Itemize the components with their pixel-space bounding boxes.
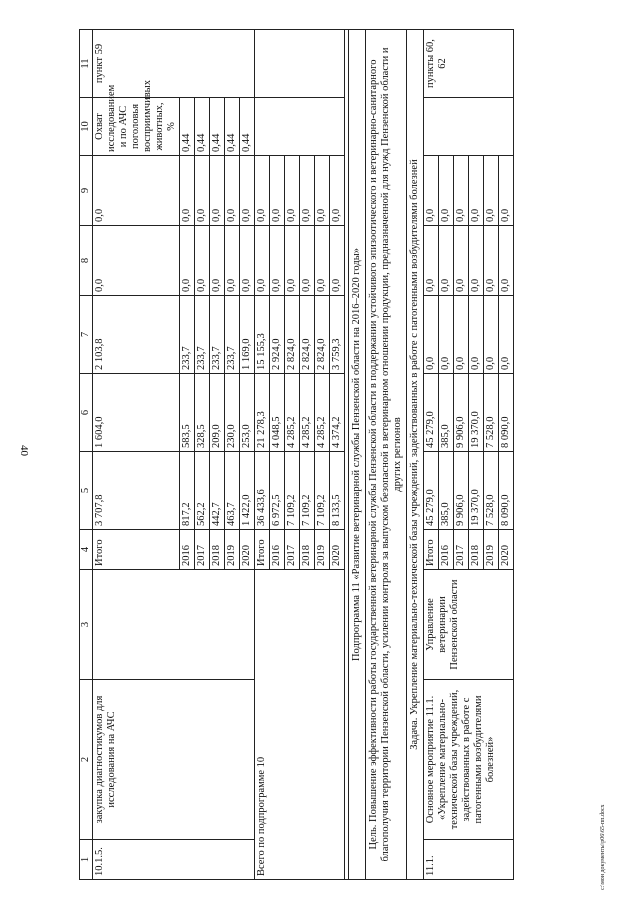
value-cell: 3 707,8 <box>93 452 180 530</box>
value-cell: 0,0 <box>285 156 300 226</box>
value-cell: 328,5 <box>195 374 210 452</box>
year-cell: 2017 <box>285 530 300 570</box>
value-cell: 0,0 <box>300 226 315 296</box>
value-cell: 4 285,2 <box>315 374 330 452</box>
value-cell: 562,2 <box>195 452 210 530</box>
value-cell: 7 109,2 <box>315 452 330 530</box>
value-cell: 6 972,5 <box>270 452 285 530</box>
reference-cell: пункты 60, 62 <box>424 30 514 98</box>
year-cell: 2018 <box>210 530 225 570</box>
row-number: 11.1. <box>424 840 514 880</box>
value-cell: 0,0 <box>255 226 270 296</box>
value-cell: 0,0 <box>484 226 499 296</box>
value-cell: 4 374,2 <box>330 374 345 452</box>
header-cell: 9 <box>80 156 93 226</box>
header-cell: 6 <box>80 374 93 452</box>
table-row <box>255 30 270 880</box>
value-cell: 0,0 <box>93 226 180 296</box>
measure-name: закупка диагностикумов для исследования на АЧС <box>93 680 255 840</box>
value-cell: 233,7 <box>180 296 195 374</box>
year-cell: 2020 <box>240 530 255 570</box>
header-cell: 11 <box>80 30 93 98</box>
year-cell: 2018 <box>300 530 315 570</box>
value-cell: 4 048,5 <box>270 374 285 452</box>
executor-cell <box>93 570 255 680</box>
value-cell: 0,0 <box>180 226 195 296</box>
value-cell: 0,0 <box>454 226 469 296</box>
indicator-value <box>255 98 345 156</box>
value-cell: 0,0 <box>285 226 300 296</box>
value-cell: 36 433,6 <box>255 452 270 530</box>
value-cell: 233,7 <box>225 296 240 374</box>
value-cell: 19 370,0 <box>469 452 484 530</box>
value-cell: 9 906,0 <box>454 452 469 530</box>
value-cell: 15 155,3 <box>255 296 270 374</box>
footer-file-path: c:\мои документы\p06\65-пп.docx <box>600 804 606 890</box>
indicator-name: Охват исследованием и по АЧС поголовья восприимчивых животных, % <box>93 98 180 156</box>
value-cell: 7 109,2 <box>285 452 300 530</box>
goal-text: Цель. Повышение эффективности работы государственной ветеринарной службы Пензенской области в поддержании устойчивого эпизоотического и ветеринарно-санитарного благополучия территории Пензенской области, усилении контроля за выпуском безопасной в ветеринарном отношении продукции, предназначенной для нужд Пензенской области и других регионов <box>366 30 407 880</box>
value-cell: 0,0 <box>225 226 240 296</box>
value-cell: 0,0 <box>424 156 439 226</box>
value-cell: 9 906,0 <box>454 374 469 452</box>
value-cell: 0,0 <box>499 226 514 296</box>
value-cell: 0,0 <box>195 156 210 226</box>
value-cell: 1 604,0 <box>93 374 180 452</box>
value-cell: 442,7 <box>210 452 225 530</box>
value-cell: 233,7 <box>195 296 210 374</box>
value-cell: 233,7 <box>210 296 225 374</box>
value-cell: 19 370,0 <box>469 374 484 452</box>
value-cell: 3 759,3 <box>330 296 345 374</box>
value-cell: 4 285,2 <box>285 374 300 452</box>
executor-cell: Управление ветеринарии Пензенской области <box>424 570 514 680</box>
year-cell: 2019 <box>315 530 330 570</box>
subprogram-title: Подпрограмма 11 «Развитие ветеринарной службы Пензенской области на 2016–2020 годы» <box>349 30 366 880</box>
row-number: 10.1.5. <box>93 840 255 880</box>
value-cell: 0,0 <box>315 156 330 226</box>
indicator-value: 0,44 <box>225 98 240 156</box>
value-cell: 0,0 <box>439 226 454 296</box>
header-cell: 2 <box>80 680 93 840</box>
header-cell: 3 <box>80 570 93 680</box>
year-cell: 2017 <box>195 530 210 570</box>
value-cell: 0,0 <box>330 226 345 296</box>
value-cell: 0,0 <box>424 296 439 374</box>
value-cell: 0,0 <box>315 226 330 296</box>
measure-name: Основное мероприятие 11.1. «Укрепление материально-технической базы учреждений, задействованных в работе с патогенными возбудителями болезней» <box>424 680 514 840</box>
value-cell: 8 090,0 <box>499 452 514 530</box>
value-cell: 45 279,0 <box>424 374 439 452</box>
header-cell: 7 <box>80 296 93 374</box>
value-cell: 0,0 <box>210 156 225 226</box>
value-cell: 253,0 <box>240 374 255 452</box>
year-cell: Итого <box>93 530 180 570</box>
value-cell: 45 279,0 <box>424 452 439 530</box>
value-cell: 1 169,0 <box>240 296 255 374</box>
value-cell: 21 278,3 <box>255 374 270 452</box>
value-cell: 0,0 <box>499 156 514 226</box>
value-cell: 2 924,0 <box>270 296 285 374</box>
value-cell: 2 103,8 <box>93 296 180 374</box>
value-cell: 4 285,2 <box>300 374 315 452</box>
value-cell: 0,0 <box>439 156 454 226</box>
value-cell: 0,0 <box>439 296 454 374</box>
value-cell: 463,7 <box>225 452 240 530</box>
header-row <box>80 30 93 880</box>
value-cell: 0,0 <box>240 226 255 296</box>
header-cell: 8 <box>80 226 93 296</box>
value-cell: 0,0 <box>484 156 499 226</box>
value-cell: 0,0 <box>195 226 210 296</box>
rotated-page-content <box>79 30 624 880</box>
header-cell: 10 <box>80 98 93 156</box>
header-cell: 4 <box>80 530 93 570</box>
year-cell: Итого <box>424 530 439 570</box>
value-cell: 0,0 <box>210 226 225 296</box>
value-cell: 0,0 <box>469 226 484 296</box>
value-cell: 0,0 <box>499 296 514 374</box>
value-cell: 8 090,0 <box>499 374 514 452</box>
value-cell: 0,0 <box>225 156 240 226</box>
indicator-value: 0,44 <box>240 98 255 156</box>
value-cell: 0,0 <box>270 156 285 226</box>
value-cell: 7 528,0 <box>484 452 499 530</box>
value-cell: 0,0 <box>240 156 255 226</box>
year-cell: 2016 <box>439 530 454 570</box>
year-cell: 2019 <box>225 530 240 570</box>
value-cell: 2 824,0 <box>285 296 300 374</box>
value-cell: 0,0 <box>469 156 484 226</box>
value-cell: 0,0 <box>424 226 439 296</box>
goal-row <box>366 30 407 880</box>
value-cell: 0,0 <box>270 226 285 296</box>
indicator-value: 0,44 <box>195 98 210 156</box>
value-cell: 817,2 <box>180 452 195 530</box>
value-cell: 0,0 <box>300 156 315 226</box>
value-cell: 2 824,0 <box>315 296 330 374</box>
value-cell: 0,0 <box>484 296 499 374</box>
value-cell: 0,0 <box>93 156 180 226</box>
task-text: Задача. Укрепление материально-технической базы учреждений, задействованных в работе с патогенными возбудителями болезней <box>407 30 424 880</box>
value-cell: 230,0 <box>225 374 240 452</box>
value-cell: 385,0 <box>439 452 454 530</box>
year-cell: 2019 <box>484 530 499 570</box>
year-cell: Итого <box>255 530 270 570</box>
value-cell: 385,0 <box>439 374 454 452</box>
subprogram-total-label: Всего по подпрограмме 10 <box>255 570 345 880</box>
value-cell: 583,5 <box>180 374 195 452</box>
value-cell: 0,0 <box>469 296 484 374</box>
table-row <box>93 30 180 880</box>
year-cell: 2016 <box>180 530 195 570</box>
table-row <box>424 30 439 880</box>
value-cell: 0,0 <box>255 156 270 226</box>
value-cell: 0,0 <box>330 156 345 226</box>
year-cell: 2017 <box>454 530 469 570</box>
reference-cell <box>255 30 345 98</box>
value-cell: 8 133,5 <box>330 452 345 530</box>
value-cell: 1 422,0 <box>240 452 255 530</box>
task-row <box>407 30 424 880</box>
year-cell: 2020 <box>330 530 345 570</box>
value-cell: 7 528,0 <box>484 374 499 452</box>
subprogram-title-row <box>349 30 366 880</box>
value-cell: 209,0 <box>210 374 225 452</box>
value-cell: 0,0 <box>454 296 469 374</box>
indicator-value: 0,44 <box>210 98 225 156</box>
header-cell: 1 <box>80 840 93 880</box>
year-cell: 2020 <box>499 530 514 570</box>
indicator-value <box>424 98 514 156</box>
year-cell: 2016 <box>270 530 285 570</box>
budget-table <box>79 29 514 880</box>
value-cell: 7 109,2 <box>300 452 315 530</box>
value-cell: 0,0 <box>454 156 469 226</box>
header-cell: 5 <box>80 452 93 530</box>
value-cell: 0,0 <box>180 156 195 226</box>
value-cell: 2 824,0 <box>300 296 315 374</box>
indicator-value: 0,44 <box>180 98 195 156</box>
year-cell: 2018 <box>469 530 484 570</box>
page-number: 40 <box>18 445 30 456</box>
reference-cell: пункт 59 <box>93 30 255 98</box>
